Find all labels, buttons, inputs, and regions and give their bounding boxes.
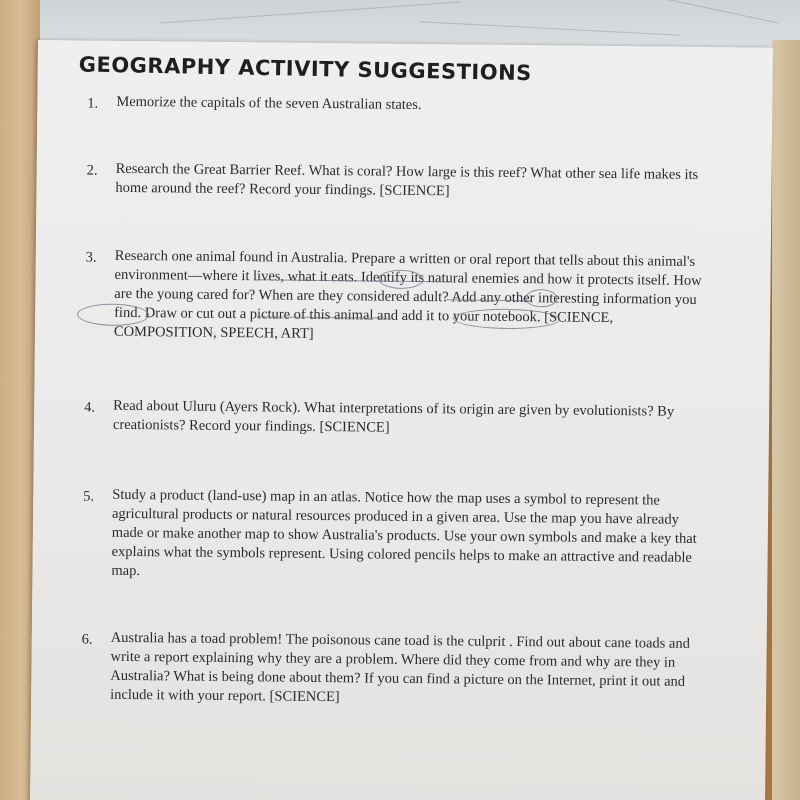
pen-circle — [525, 289, 557, 307]
map-line — [641, 0, 778, 24]
activity-item — [86, 160, 727, 200]
activity-number: 5. — [83, 488, 95, 505]
activity-item — [83, 485, 723, 580]
activity-text: Read about Uluru (Ayers Rock). What interpretations of its origin are given by evolutionists? By creationists? Record your findings. [SCIENCE] — [112, 397, 675, 436]
worksheet-page — [30, 40, 773, 800]
activity-text: Australia has a toad problem! The poisonous cane toad is the culprit . Find out about cane toads and write a report explaining why they are a problem. Where did they come from and why are they in Australia? What is being done about them? If you can find a picture on the Internet, print it out and include it with your report. [SCIENCE] — [110, 629, 690, 706]
activity-number: 6. — [81, 631, 93, 648]
activity-text: Research the Great Barrier Reef. What is coral? How large is this reef? What other sea life makes its home around the reef? Record your findings. [SCIENCE] — [115, 160, 699, 200]
activity-number: 2. — [86, 162, 98, 179]
activity-number: 3. — [85, 249, 97, 266]
pen-circle — [378, 270, 423, 289]
activity-item — [81, 628, 722, 706]
map-line — [160, 2, 459, 24]
page-stack-edge — [772, 40, 800, 800]
activity-item — [84, 397, 724, 436]
activity-text: Study a product (land-use) map in an atlas. Notice how the map uses a symbol to represent the agricultural products or natural resources produced in a given area. Use the map you have already made or make another map to show Australia's products. Use your own symbols and make a key that explains what the symbols represent. Using colored pencils helps to make an attractive and readable map. — [111, 486, 697, 580]
activity-text: Research one animal found in Australia. Prepare a written or oral report that tells about this animal's environment—where it lives, what it eats. Identify its natural enemies and how it protects itself. How are the young cared for? When are they considered adult? Add any other interesting information you find. Draw or cut out a picture of this animal and add it to your notebook. [SCIENCE, COMPOSITION, SPEECH, ART] — [113, 247, 702, 342]
activity-number: 1. — [87, 95, 99, 112]
activity-number: 4. — [84, 399, 96, 416]
activity-item — [85, 247, 726, 342]
page-title: GEOGRAPHY ACTIVITY SUGGESTIONS — [78, 52, 533, 86]
pen-circle — [77, 303, 149, 326]
activity-text: Memorize the capitals of the seven Australian states. — [116, 93, 422, 114]
activity-item — [87, 93, 727, 114]
map-line — [420, 21, 680, 36]
